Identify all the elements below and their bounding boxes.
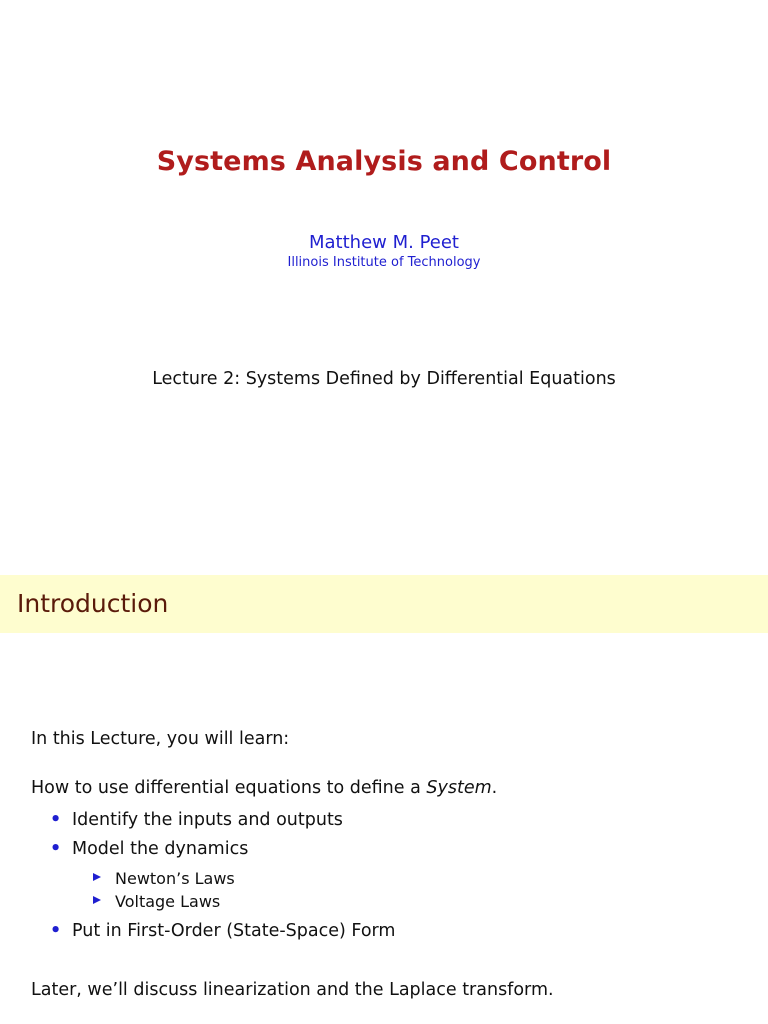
how-to-suffix: . — [491, 778, 498, 798]
sub-bullet-label: Voltage Laws — [115, 892, 221, 911]
bullet-dot-icon: • — [50, 810, 62, 830]
bullet-dot-icon: • — [50, 921, 62, 941]
sub-bullet-item — [115, 869, 235, 888]
lead-text: In this Lecture, you will learn: — [31, 729, 290, 749]
bullet-label: Put in First-Order (State-Space) Form — [72, 921, 396, 941]
how-to-emphasis: System — [426, 778, 492, 798]
bullet-label: Model the dynamics — [72, 839, 249, 859]
triangle-bullet-icon — [93, 896, 101, 904]
bullet-item — [50, 810, 343, 830]
bullet-item — [50, 839, 249, 859]
bullet-item — [50, 921, 396, 941]
author-institute: Illinois Institute of Technology — [287, 255, 481, 270]
closing-text: Later, we’ll discuss linearization and the Laplace transform. — [31, 980, 554, 1000]
how-to-prefix: How to use differential equations to define a — [31, 778, 427, 798]
frame-header — [0, 575, 768, 633]
frame-title: Introduction — [17, 589, 169, 618]
how-to-text — [31, 778, 497, 798]
bullet-dot-icon: • — [50, 839, 62, 859]
triangle-bullet-icon — [93, 873, 101, 881]
sub-bullet-item — [115, 892, 220, 911]
author-name: Matthew M. Peet — [309, 232, 459, 253]
slide-title: Systems Analysis and Control — [156, 146, 612, 177]
bullet-label: Identify the inputs and outputs — [72, 810, 343, 830]
sub-bullet-label: Newton’s Laws — [115, 869, 235, 888]
lecture-subtitle: Lecture 2: Systems Defined by Differential Equations — [152, 369, 616, 389]
